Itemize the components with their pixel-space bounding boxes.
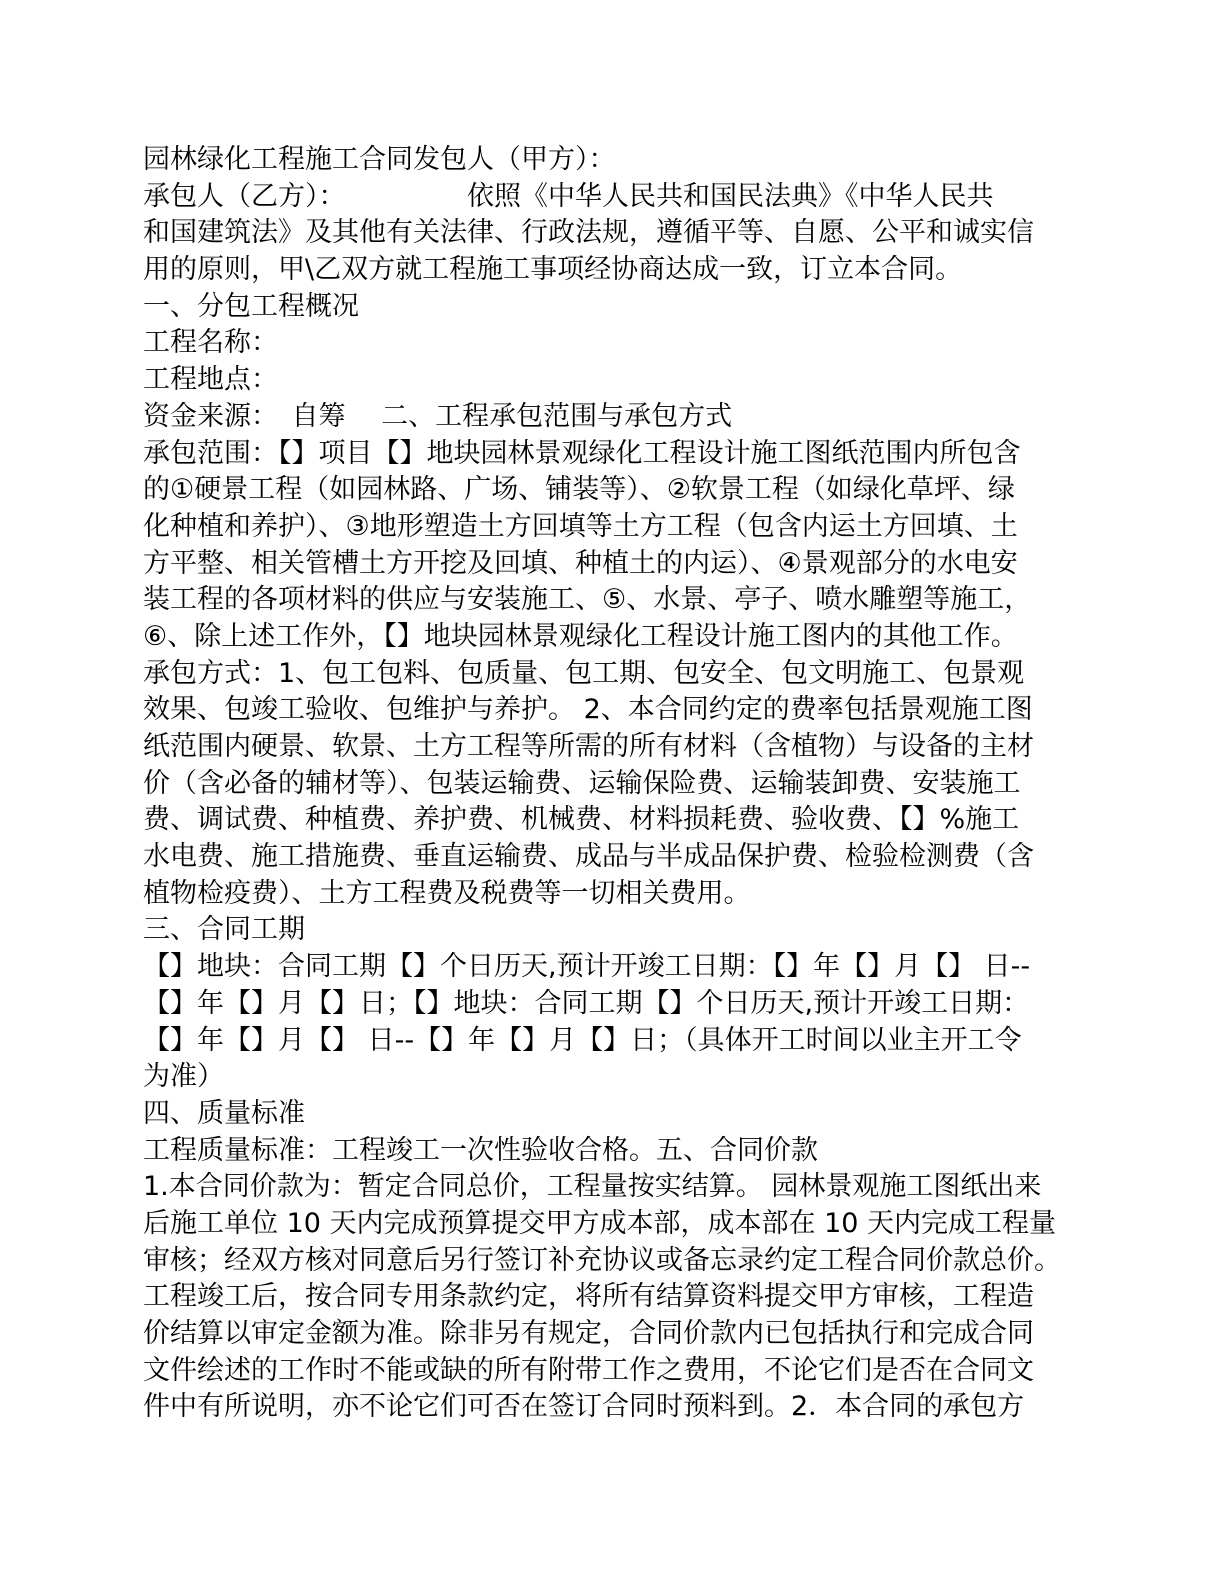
document-text-line: 费、调试费、种植费、养护费、机械费、材料损耗费、验收费、【】%施工 <box>143 804 1020 836</box>
document-text-line: 化种植和养护）、③地形塑造土方回填等土方工程（包含内运土方回填、土 <box>143 510 1018 542</box>
document-text-line: ⑥、除上述工作外，【】地块园林景观绿化工程设计施工图内的其他工作。 <box>143 620 1018 652</box>
document-text-line: 水电费、施工措施费、垂直运输费、成品与半成品保护费、检验检测费（含 <box>143 841 1034 873</box>
document-text-line: 承包人（乙方）： 依照《中华人民共和国民法典》《中华人民共 <box>143 180 994 212</box>
document-text-line: 价（含必备的辅材等）、包装运输费、运输保险费、运输装卸费、安装施工 <box>143 767 1021 799</box>
document-text-line: 工程地点： <box>143 364 278 396</box>
document-text-line: 工程竣工后，按合同专用条款约定，将所有结算资料提交甲方审核，工程造 <box>143 1281 1034 1313</box>
document-text-line: 资金来源： 自筹 二、工程承包范围与承包方式 <box>143 400 733 432</box>
document-text-line: 四、质量标准 <box>143 1097 305 1129</box>
document-text-line: 的①硬景工程（如园林路、广场、铺装等）、②软景工程（如绿化草坪、绿 <box>143 474 1015 506</box>
document-text-line: 一、分包工程概况 <box>143 290 359 322</box>
document-text-line: 用的原则，甲\乙双方就工程施工事项经协商达成一致，订立本合同。 <box>143 254 963 286</box>
document-text-line: 效果、包竣工验收、包维护与养护。 2、本合同约定的费率包括景观施工图 <box>143 694 1033 726</box>
document-text-line: 后施工单位 10 天内完成预算提交甲方成本部，成本部在 10 天内完成工程量 <box>143 1207 1057 1239</box>
document-text-line: 三、合同工期 <box>143 914 305 946</box>
document-text-line: 纸范围内硬景、软景、土方工程等所需的所有材料（含植物）与设备的主材 <box>143 731 1034 762</box>
document-text-line: 【】年【】月【】日；【】地块：合同工期【】个日历天,预计开竣工日期： <box>143 987 1030 1019</box>
document-text-line: 为准） <box>143 1061 224 1093</box>
document-text-line: 方平整、相关管槽土方开挖及回填、种植土的内运）、④景观部分的水电安 <box>143 547 1018 579</box>
document-text-line: 价结算以审定金额为准。除非另有规定，合同价款内已包括执行和完成合同 <box>143 1318 1034 1349</box>
document-text-line: 件中有所说明，亦不论它们可否在签订合同时预料到。2．本合同的承包方 <box>143 1391 1025 1423</box>
document-text-line: 承包范围：【】项目【】地块园林景观绿化工程设计施工图纸范围内所包含 <box>143 437 1021 469</box>
document-text-line: 和国建筑法》及其他有关法律、行政法规，遵循平等、自愿、公平和诚实信 <box>143 217 1034 249</box>
document-text-line: 园林绿化工程施工合同发包人（甲方）： <box>143 144 616 175</box>
document-text-line: 1.本合同价款为：暂定合同总价，工程量按实结算。 园林景观施工图纸出来 <box>143 1171 1042 1203</box>
document-text-line: 工程质量标准：工程竣工一次性验收合格。五、合同价款 <box>143 1134 818 1166</box>
document-text-line: 装工程的各项材料的供应与安装施工、⑤、水景、亭子、喷水雕塑等施工， <box>143 584 1032 616</box>
document-page <box>143 142 1073 1426</box>
document-text-line: 【】地块：合同工期【】个日历天,预计开竣工日期：【】年【】月【】 日-- <box>143 951 1031 983</box>
document-text-line: 审核；经双方核对同意后另行签订补充协议或备忘录约定工程合同价款总价。 <box>143 1244 1061 1276</box>
document-text-line: 植物检疫费）、土方工程费及税费等一切相关费用。 <box>143 877 751 909</box>
document-text-line: 承包方式：1、包工包料、包质量、包工期、包安全、包文明施工、包景观 <box>143 657 1025 689</box>
document-text-line: 【】年【】月【】 日--【】年【】月【】日；（具体开工时间以业主开工令 <box>143 1024 1022 1056</box>
document-text-line: 工程名称： <box>143 327 278 359</box>
document-text-line: 文件绘述的工作时不能或缺的所有附带工作之费用，不论它们是否在合同文 <box>143 1354 1034 1386</box>
